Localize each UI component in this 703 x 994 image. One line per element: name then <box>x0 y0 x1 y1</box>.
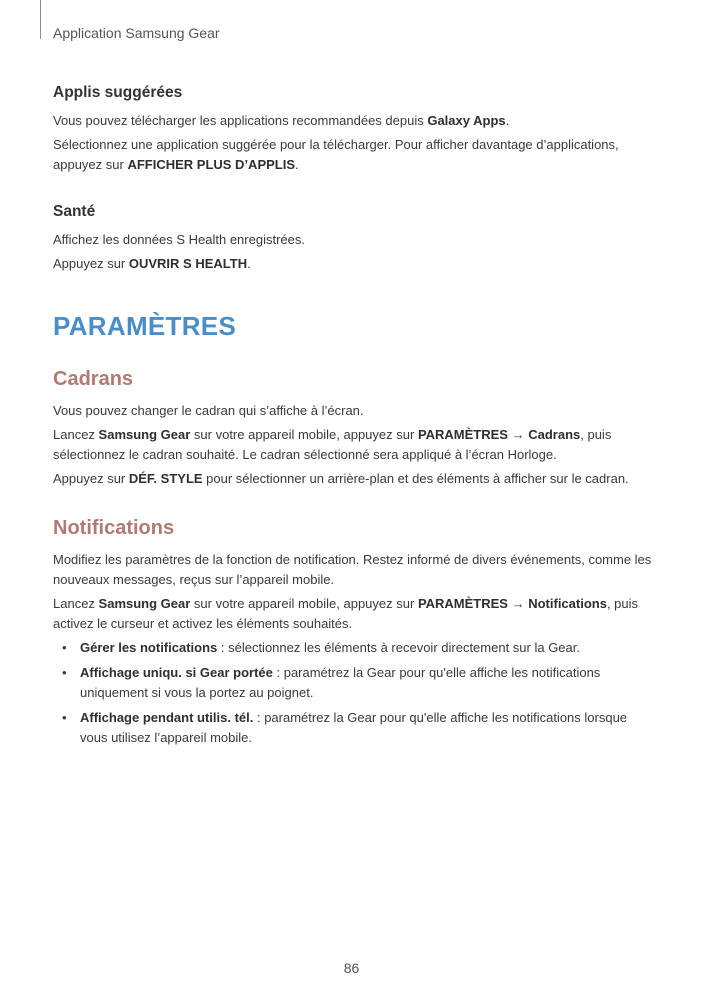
list-item: • Affichage uniqu. si Gear portée : paramétrez la Gear pour qu'elle affiche les notifications uniquement si vous la portez au poignet. <box>62 665 601 700</box>
notifications-heading: Notifications <box>53 517 175 539</box>
page-number: 86 <box>343 960 360 976</box>
notifications-paragraph-2: Lancez Samsung Gear sur votre appareil mobile, appuyez sur PARAMÈTRES → Notifications, puis activez le curseur et activez les éléments souhaités. <box>53 596 639 631</box>
bullet-icon: • <box>62 665 67 680</box>
cadrans-paragraph-1: Vous pouvez changer le cadran qui s’affiche à l’écran. <box>53 403 364 418</box>
cadrans-heading: Cadrans <box>53 368 134 390</box>
sante-paragraph-2: Appuyez sur OUVRIR S HEALTH. <box>53 256 251 271</box>
cadrans-paragraph-3: Appuyez sur DÉF. STYLE pour sélectionner un arrière-plan et des éléments à afficher sur le cadran. <box>53 471 629 486</box>
sante-heading: Santé <box>53 203 96 220</box>
running-header: Application Samsung Gear <box>53 25 220 41</box>
page-content <box>53 84 653 753</box>
bullet-icon: • <box>62 640 67 655</box>
sante-paragraph-1: Affichez les données S Health enregistrées. <box>53 232 305 247</box>
header-rule <box>40 0 41 39</box>
chapter-title: PARAMÈTRES <box>53 311 237 341</box>
list-item: • Affichage pendant utilis. tél. : paramétrez la Gear pour qu'elle affiche les notifications lorsque vous utilisez l’appareil mobile. <box>62 710 628 745</box>
applis-paragraph-1: Vous pouvez télécharger les applications recommandées depuis Galaxy Apps. <box>53 113 510 128</box>
cadrans-paragraph-2: Lancez Samsung Gear sur votre appareil mobile, appuyez sur PARAMÈTRES → Cadrans, puis sélectionnez le cadran souhaité. Le cadran sélectionné sera appliqué à l’écran Horloge. <box>53 427 612 462</box>
applis-paragraph-2: Sélectionnez une application suggérée pour la télécharger. Pour afficher davantage d’applications, appuyez sur AFFICHER PLUS D’APPLIS. <box>53 137 619 172</box>
applis-heading: Applis suggérées <box>53 84 183 101</box>
notifications-paragraph-1: Modifiez les paramètres de la fonction de notification. Restez informé de divers événements, comme les nouveaux messages, reçus sur l’appareil mobile. <box>53 552 652 587</box>
notifications-options-list <box>53 638 653 748</box>
bullet-icon: • <box>62 710 67 725</box>
list-item: • Gérer les notifications : sélectionnez les éléments à recevoir directement sur la Gear. <box>53 638 653 658</box>
